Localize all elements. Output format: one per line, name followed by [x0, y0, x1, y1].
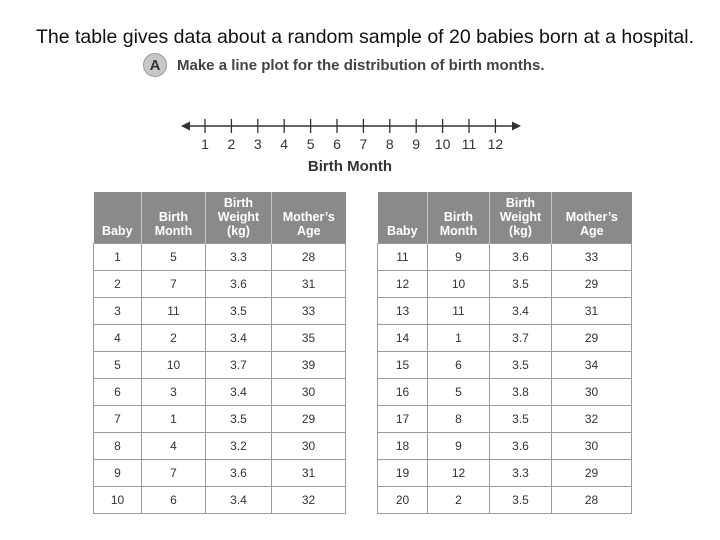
tick-label: 11: [461, 136, 477, 152]
cell-mothers-age: 31: [552, 298, 632, 325]
tick-label: 7: [359, 136, 368, 152]
cell-birth-weight: 3.2: [206, 433, 272, 460]
header-baby: Baby: [378, 192, 428, 244]
table-row: [378, 352, 632, 379]
cell-birth-weight: 3.3: [206, 244, 272, 271]
cell-mothers-age: 29: [272, 406, 346, 433]
cell-birth-month: 2: [428, 487, 490, 514]
left-arrow-icon: [181, 122, 190, 131]
cell-birth-weight: 3.6: [206, 271, 272, 298]
part-a-badge: A: [143, 53, 167, 77]
cell-birth-month: 7: [142, 460, 206, 487]
tick-label: 1: [201, 136, 209, 152]
right-arrow-icon: [512, 122, 521, 131]
cell-birth-weight: 3.8: [490, 379, 552, 406]
cell-birth-weight: 3.6: [206, 460, 272, 487]
cell-mothers-age: 28: [552, 487, 632, 514]
tick-label: 4: [280, 136, 289, 152]
data-table-left: [93, 192, 346, 514]
cell-baby: 9: [94, 460, 142, 487]
cell-birth-month: 2: [142, 325, 206, 352]
table-row: [378, 487, 632, 514]
cell-baby: 18: [378, 433, 428, 460]
cell-mothers-age: 31: [272, 271, 346, 298]
part-a-instruction: Make a line plot for the distribution of birth months.: [177, 56, 545, 74]
header-birth-month: Birth Month: [142, 192, 206, 244]
header-birth-weight: Birth Weight (kg): [490, 192, 552, 244]
table-row: [378, 406, 632, 433]
cell-mothers-age: 29: [552, 460, 632, 487]
table-row: [94, 433, 346, 460]
cell-birth-month: 3: [142, 379, 206, 406]
cell-birth-month: 1: [142, 406, 206, 433]
cell-birth-weight: 3.5: [206, 406, 272, 433]
cell-birth-month: 11: [428, 298, 490, 325]
cell-birth-month: 8: [428, 406, 490, 433]
cell-birth-month: 11: [142, 298, 206, 325]
cell-birth-month: 12: [428, 460, 490, 487]
cell-baby: 15: [378, 352, 428, 379]
tick-label: 6: [333, 136, 341, 152]
cell-birth-month: 10: [428, 271, 490, 298]
cell-birth-weight: 3.5: [206, 298, 272, 325]
tick-label: 3: [253, 136, 262, 152]
cell-mothers-age: 35: [272, 325, 346, 352]
cell-birth-month: 6: [428, 352, 490, 379]
number-line-title: Birth Month: [307, 158, 393, 175]
cell-mothers-age: 34: [552, 352, 632, 379]
cell-baby: 14: [378, 325, 428, 352]
cell-baby: 19: [378, 460, 428, 487]
tick-label: 10: [434, 136, 451, 152]
table-row: [94, 325, 346, 352]
tick-label: 2: [227, 136, 236, 152]
table-row: [94, 271, 346, 298]
cell-baby: 5: [94, 352, 142, 379]
cell-mothers-age: 33: [552, 244, 632, 271]
cell-birth-weight: 3.7: [490, 325, 552, 352]
number-line: [0, 0, 720, 160]
cell-baby: 17: [378, 406, 428, 433]
cell-mothers-age: 31: [272, 460, 346, 487]
table-header-row: [94, 192, 346, 244]
cell-mothers-age: 39: [272, 352, 346, 379]
table-row: [378, 460, 632, 487]
cell-baby: 12: [378, 271, 428, 298]
cell-mothers-age: 32: [272, 487, 346, 514]
cell-mothers-age: 30: [552, 433, 632, 460]
cell-baby: 13: [378, 298, 428, 325]
cell-birth-weight: 3.5: [490, 271, 552, 298]
table-row: [94, 487, 346, 514]
cell-birth-month: 9: [428, 244, 490, 271]
intro-text: The table gives data about a random sample of 20 babies born at a hospital.: [36, 26, 695, 48]
table-row: [94, 379, 346, 406]
tick-label: 9: [412, 136, 421, 152]
cell-mothers-age: 33: [272, 298, 346, 325]
cell-birth-weight: 3.4: [206, 325, 272, 352]
header-birth-weight: Birth Weight (kg): [206, 192, 272, 244]
cell-birth-month: 5: [142, 244, 206, 271]
cell-birth-weight: 3.5: [490, 352, 552, 379]
table-row: [378, 271, 632, 298]
table-row: [378, 298, 632, 325]
cell-birth-weight: 3.6: [490, 433, 552, 460]
data-table-right: [377, 192, 632, 514]
header-baby: Baby: [94, 192, 142, 244]
cell-baby: 20: [378, 487, 428, 514]
table-header-row: [378, 192, 632, 244]
cell-birth-weight: 3.6: [490, 244, 552, 271]
table-row: [94, 406, 346, 433]
cell-birth-month: 9: [428, 433, 490, 460]
cell-birth-weight: 3.3: [490, 460, 552, 487]
header-mothers-age: Mother’s Age: [272, 192, 346, 244]
cell-birth-weight: 3.5: [490, 406, 552, 433]
cell-baby: 2: [94, 271, 142, 298]
cell-birth-month: 5: [428, 379, 490, 406]
cell-baby: 16: [378, 379, 428, 406]
table-row: [378, 433, 632, 460]
tick-label: 12: [487, 136, 504, 152]
cell-mothers-age: 29: [552, 325, 632, 352]
cell-baby: 3: [94, 298, 142, 325]
cell-birth-month: 4: [142, 433, 206, 460]
cell-birth-weight: 3.4: [490, 298, 552, 325]
cell-baby: 1: [94, 244, 142, 271]
table-row: [94, 352, 346, 379]
cell-birth-month: 10: [142, 352, 206, 379]
cell-baby: 11: [378, 244, 428, 271]
cell-baby: 8: [94, 433, 142, 460]
cell-baby: 7: [94, 406, 142, 433]
cell-mothers-age: 30: [272, 433, 346, 460]
cell-mothers-age: 29: [552, 271, 632, 298]
table-row: [94, 460, 346, 487]
cell-mothers-age: 28: [272, 244, 346, 271]
table-row: [94, 298, 346, 325]
table-row: [378, 325, 632, 352]
tick-label: 8: [385, 136, 394, 152]
cell-birth-weight: 3.4: [206, 379, 272, 406]
cell-baby: 10: [94, 487, 142, 514]
table-row: [378, 244, 632, 271]
cell-mothers-age: 32: [552, 406, 632, 433]
cell-birth-weight: 3.5: [490, 487, 552, 514]
cell-birth-weight: 3.4: [206, 487, 272, 514]
cell-baby: 4: [94, 325, 142, 352]
cell-baby: 6: [94, 379, 142, 406]
tick-label: 5: [306, 136, 315, 152]
cell-birth-weight: 3.7: [206, 352, 272, 379]
cell-birth-month: 1: [428, 325, 490, 352]
cell-birth-month: 6: [142, 487, 206, 514]
cell-mothers-age: 30: [552, 379, 632, 406]
header-mothers-age: Mother’s Age: [552, 192, 632, 244]
table-row: [94, 244, 346, 271]
table-row: [378, 379, 632, 406]
header-birth-month: Birth Month: [428, 192, 490, 244]
cell-birth-month: 7: [142, 271, 206, 298]
cell-mothers-age: 30: [272, 379, 346, 406]
